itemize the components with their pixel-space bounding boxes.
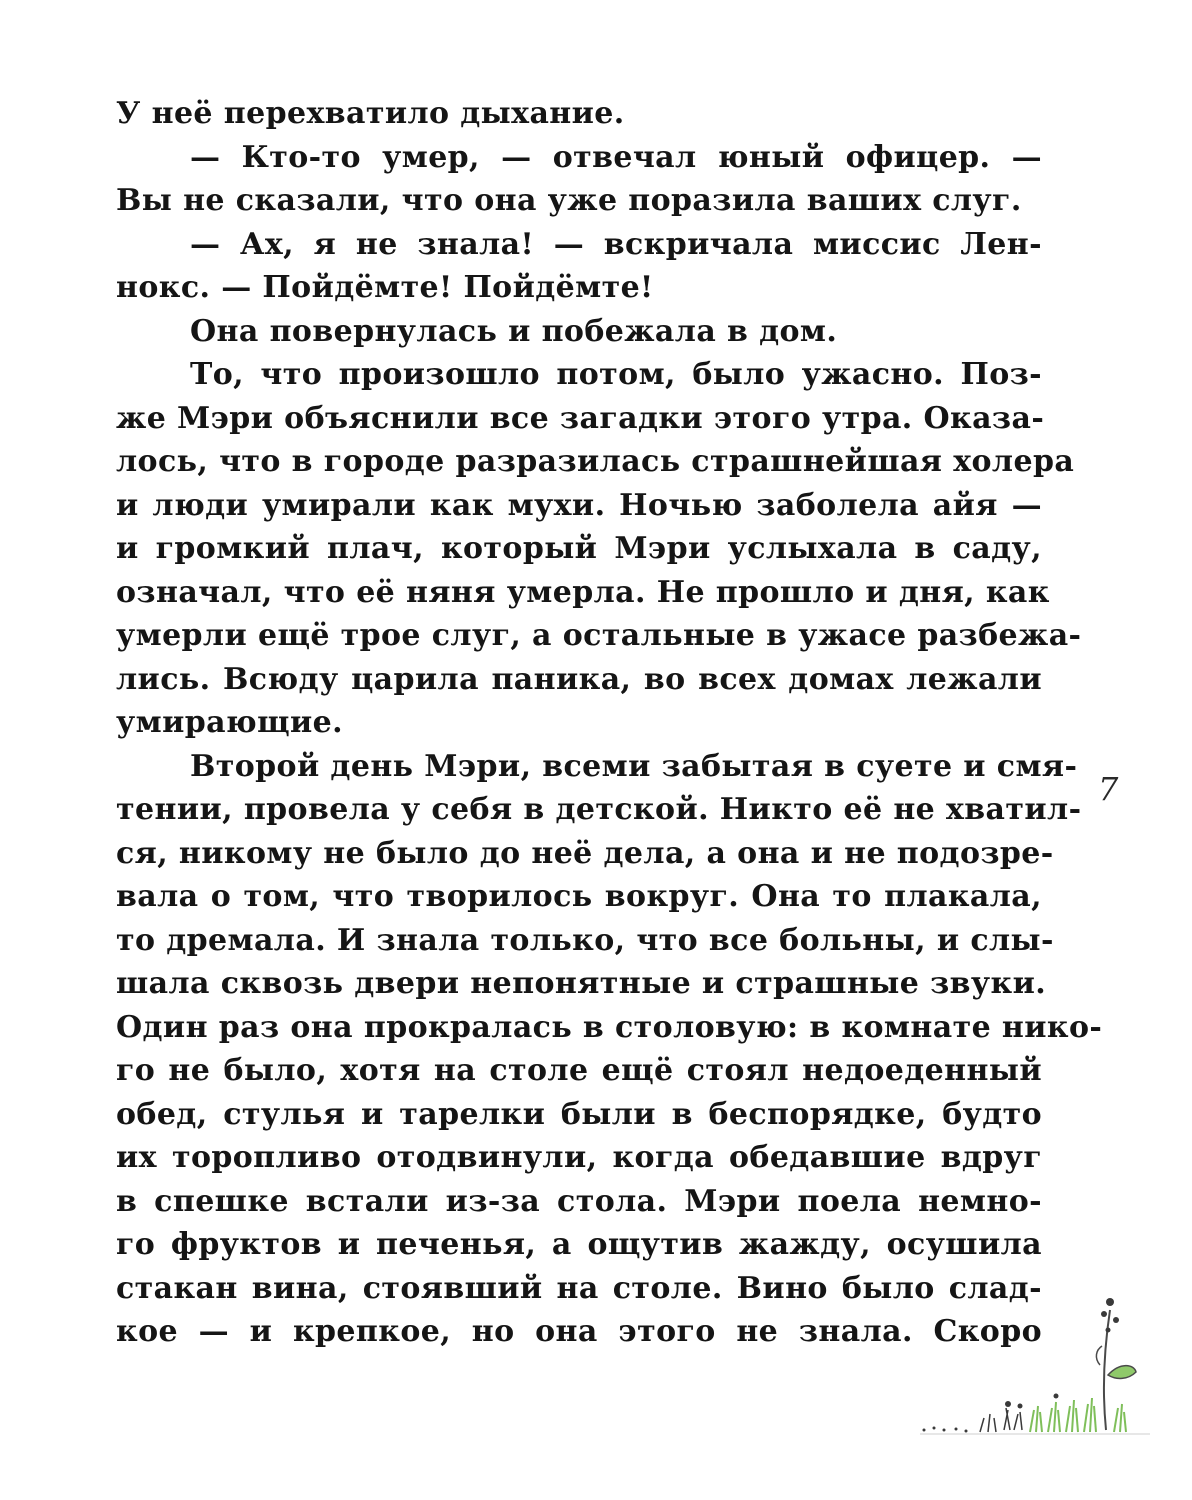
text-line: У неё перехватило дыхание. — [116, 96, 625, 131]
text-line: Один раз она прокралась в столовую: в комнате нико- — [116, 1009, 1103, 1045]
text-line: Она повернулась и побежала в дом. — [190, 313, 838, 349]
text-line: — Кто-то умер, — отвечал юный офицер. — — [190, 139, 1042, 175]
text-line: кое — и крепкое, но она этого не знала. Скоро — [116, 1314, 1042, 1349]
text-line: Второй день Мэри, всеми забытая в суете и смя- — [190, 748, 1078, 784]
text-line: вала о том, что творилось вокруг. Она то плакала, — [116, 879, 1042, 914]
text-line: шала сквозь двери непонятные и страшные звуки. — [116, 966, 1047, 1001]
grass-and-flowers-icon — [910, 1280, 1160, 1440]
text-line: ся, никому не было до неё дела, а она и не подозре- — [116, 835, 1054, 871]
text-line: умирающие. — [116, 705, 343, 740]
text-line: обед, стулья и тарелки были в беспорядке, будто — [116, 1096, 1042, 1132]
text-line: го не было, хотя на столе ещё стоял недоеденный — [116, 1053, 1042, 1088]
text-block — [116, 92, 1103, 1354]
text-line: то дремала. И знала только, что все больны, и слы- — [116, 922, 1054, 958]
text-line: — Ах, я не знала! — вскричала миссис Лен- — [190, 226, 1042, 262]
text-line: лись. Всюду царила паника, во всех домах лежали — [116, 661, 1042, 697]
text-line: означал, что её няня умерла. Не прошло и дня, как — [116, 574, 1050, 610]
text-line: в спешке встали из-за стола. Мэри поела немно- — [116, 1183, 1042, 1219]
text-line: То, что произошло потом, было ужасно. Поз- — [190, 357, 1042, 392]
text-line: нокс. — Пойдёмте! Пойдёмте! — [116, 270, 654, 305]
text-line: и люди умирали как мухи. Ночью заболела айя — — [116, 487, 1042, 523]
text-line: Вы не сказали, что она уже поразила ваших слуг. — [116, 183, 1022, 218]
text-line: го фруктов и печенья, а ощутив жажду, осушила — [116, 1227, 1042, 1262]
text-line: стакан вина, стоявший на столе. Вино было слад- — [116, 1270, 1042, 1306]
text-line: умерли ещё трое слуг, а остальные в ужасе разбежа- — [116, 618, 1082, 653]
text-line: их торопливо отодвинули, когда обедавшие вдруг — [116, 1140, 1042, 1175]
page-number: 7 — [1098, 770, 1119, 808]
text-line: лось, что в городе разразилась страшнейшая холера — [116, 444, 1075, 479]
text-line: же Мэри объяснили все загадки этого утра. Оказа- — [116, 400, 1045, 436]
text-line: и громкий плач, который Мэри услыхала в саду, — [116, 531, 1042, 566]
text-line: тении, провела у себя в детской. Никто её не хватил- — [116, 792, 1082, 827]
